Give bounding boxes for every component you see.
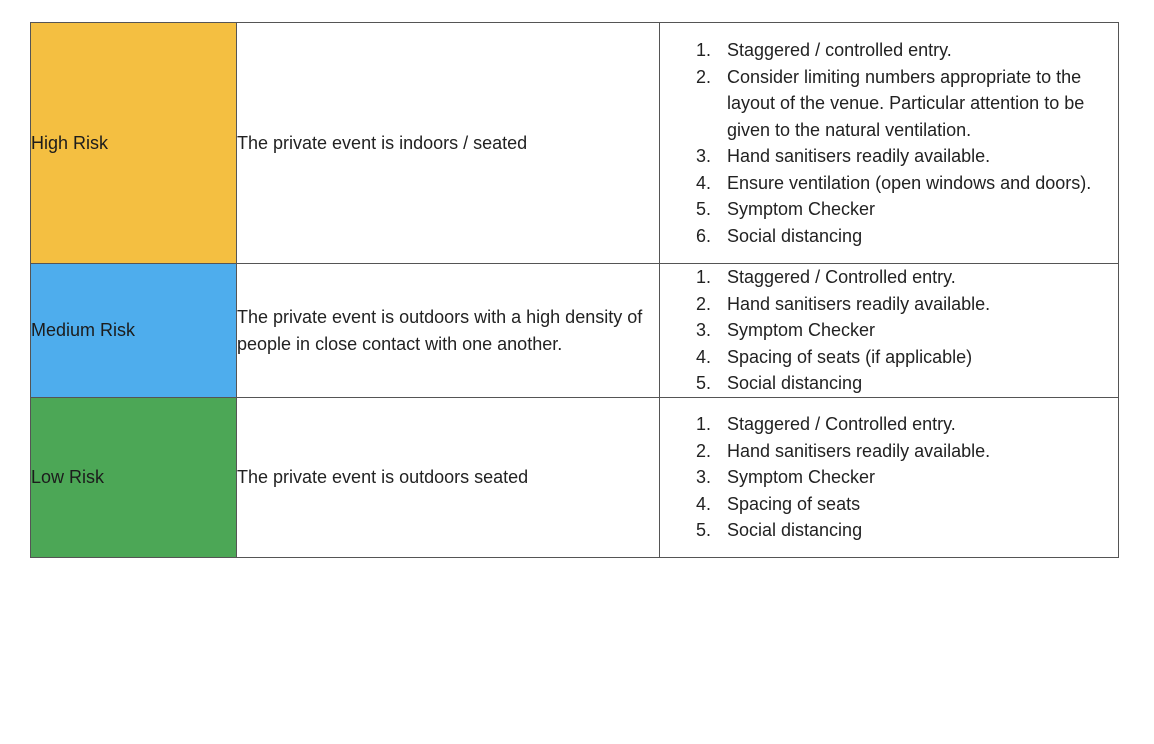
measures-list (660, 264, 1118, 397)
measure-text: Social distancing (727, 520, 863, 541)
list-item (660, 170, 1112, 197)
list-item (660, 291, 1112, 318)
list-item (660, 264, 1112, 291)
table-row-medium-risk (31, 264, 1119, 398)
measure-text: Symptom Checker (727, 320, 876, 341)
list-item (660, 143, 1112, 170)
measure-text: Social distancing (727, 225, 863, 246)
table-row-high-risk (31, 23, 1119, 264)
measure-text: Ensure ventilation (open windows and doors). (727, 172, 1092, 193)
list-item (660, 464, 1112, 491)
list-number: 3. (696, 320, 712, 341)
event-description: The private event is outdoors seated (237, 467, 529, 488)
list-item (660, 491, 1112, 518)
list-number: 4. (696, 493, 712, 514)
risk-assessment-table (30, 22, 1119, 558)
list-item (660, 370, 1112, 397)
list-number: 2. (696, 293, 712, 314)
list-item (660, 223, 1112, 250)
measure-text: Hand sanitisers readily available. (727, 440, 991, 461)
list-item (660, 196, 1112, 223)
risk-level-cell-medium (31, 264, 237, 398)
list-item (660, 64, 1112, 144)
table-row-low-risk (31, 398, 1119, 558)
list-number: 1. (696, 40, 712, 60)
measures-cell (660, 398, 1119, 558)
risk-level-cell-low (31, 398, 237, 558)
list-item (660, 411, 1112, 438)
measures-list (660, 411, 1118, 544)
measures-cell (660, 264, 1119, 398)
measures-cell (660, 23, 1119, 264)
measure-text: Spacing of seats (727, 493, 861, 514)
list-item (660, 37, 1112, 64)
event-description-cell (237, 264, 660, 398)
measure-text: Hand sanitisers readily available. (727, 293, 991, 314)
measure-text: Symptom Checker (727, 199, 876, 219)
event-description-cell (237, 23, 660, 264)
measures-list (660, 37, 1118, 249)
event-description-cell (237, 398, 660, 558)
list-number: 4. (696, 172, 712, 193)
measure-text: Staggered / controlled entry. (727, 40, 952, 60)
measure-text: Symptom Checker (727, 467, 876, 488)
measure-text: Spacing of seats (if applicable) (727, 346, 973, 367)
list-item (660, 344, 1112, 371)
measure-text: Staggered / Controlled entry. (727, 414, 956, 435)
list-item (660, 438, 1112, 465)
list-number: 5. (696, 199, 712, 219)
list-number: 5. (696, 373, 712, 394)
list-number: 1. (696, 267, 712, 288)
list-number: 3. (696, 467, 712, 488)
measure-text: Social distancing (727, 373, 863, 394)
measure-text: Consider limiting numbers appropriate to the layout of the venue. Particular attention to be given to the natural ventilation. (727, 66, 1085, 140)
measure-text: Hand sanitisers readily available. (727, 146, 991, 166)
measure-text: Staggered / Controlled entry. (727, 267, 956, 288)
risk-level-cell-high (31, 23, 237, 264)
list-number: 6. (696, 225, 712, 246)
event-description: The private event is outdoors with a high density of people in close contact with one another. (237, 307, 643, 354)
risk-level-label: Medium Risk (31, 320, 136, 341)
risk-level-label: Low Risk (31, 467, 105, 488)
list-number: 2. (696, 66, 712, 87)
list-number: 2. (696, 440, 712, 461)
list-number: 1. (696, 414, 712, 435)
list-item (660, 317, 1112, 344)
risk-level-label: High Risk (31, 132, 109, 153)
list-item (660, 517, 1112, 544)
list-number: 4. (696, 346, 712, 367)
list-number: 5. (696, 520, 712, 541)
event-description: The private event is indoors / seated (237, 132, 528, 153)
list-number: 3. (696, 146, 712, 166)
